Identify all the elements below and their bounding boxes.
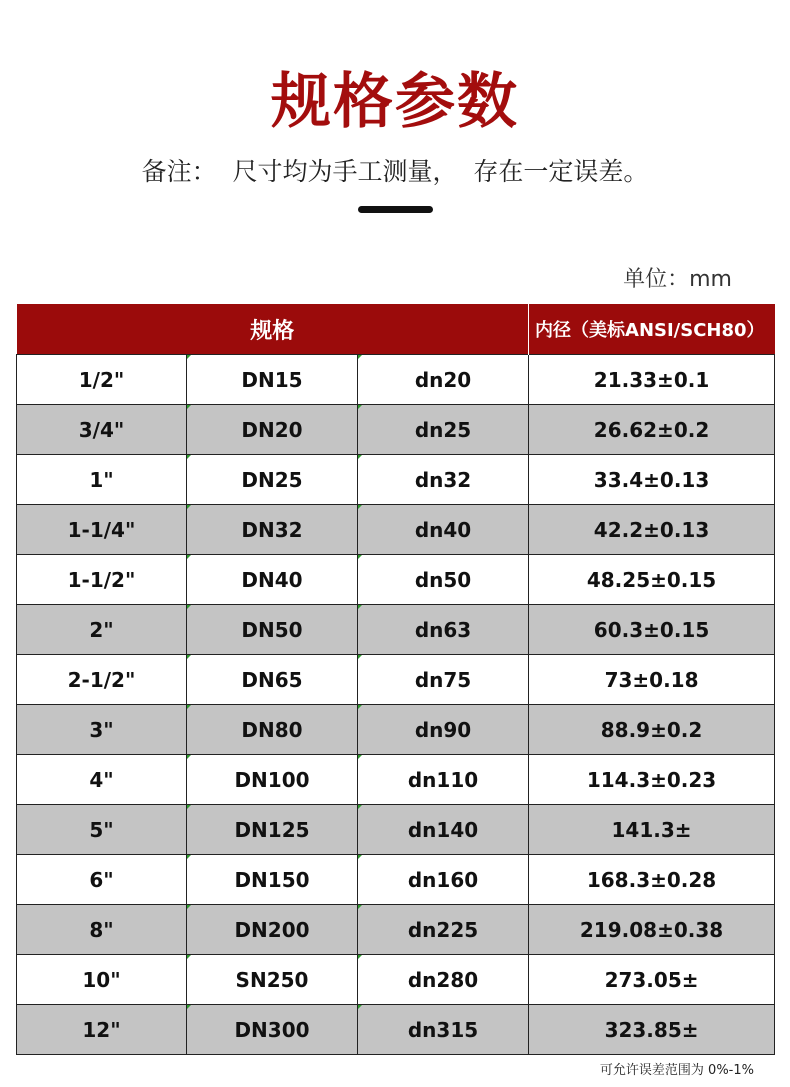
cell-dn-outer: dn110 [358, 755, 529, 805]
cell-inner-diameter: 219.08±0.38 [529, 905, 775, 955]
table-row [17, 1005, 775, 1055]
cell-inner-diameter: 168.3±0.28 [529, 855, 775, 905]
cell-size-inch: 4" [17, 755, 187, 805]
cell-size-inch: 10" [17, 955, 187, 1005]
cell-inner-diameter: 73±0.18 [529, 655, 775, 705]
cell-dn: DN200 [187, 905, 358, 955]
cell-dn: DN300 [187, 1005, 358, 1055]
table-row [17, 655, 775, 705]
cell-inner-diameter: 273.05± [529, 955, 775, 1005]
cell-size-inch: 1/2" [17, 355, 187, 405]
cell-dn-outer: dn315 [358, 1005, 529, 1055]
cell-dn-outer: dn20 [358, 355, 529, 405]
header-inner-diameter: 内径（美标ANSI/SCH80） [529, 304, 775, 355]
cell-dn: DN125 [187, 805, 358, 855]
cell-dn: DN100 [187, 755, 358, 805]
cell-dn-outer: dn140 [358, 805, 529, 855]
table-row [17, 755, 775, 805]
cell-size-inch: 1" [17, 455, 187, 505]
cell-size-inch: 6" [17, 855, 187, 905]
cell-dn: DN150 [187, 855, 358, 905]
cell-dn: DN40 [187, 555, 358, 605]
cell-dn: DN50 [187, 605, 358, 655]
cell-size-inch: 5" [17, 805, 187, 855]
tolerance-footnote: 可允许误差范围为 0%-1% [599, 1063, 754, 1078]
table-row [17, 505, 775, 555]
cell-dn: DN20 [187, 405, 358, 455]
cell-inner-diameter: 88.9±0.2 [529, 705, 775, 755]
table-row [17, 705, 775, 755]
cell-size-inch: 2-1/2" [17, 655, 187, 705]
cell-dn-outer: dn40 [358, 505, 529, 555]
cell-dn-outer: dn280 [358, 955, 529, 1005]
cell-dn: DN15 [187, 355, 358, 405]
table-body [17, 355, 775, 1055]
cell-dn: DN80 [187, 705, 358, 755]
table-row [17, 605, 775, 655]
cell-size-inch: 3" [17, 705, 187, 755]
cell-dn-outer: dn25 [358, 405, 529, 455]
table-row [17, 555, 775, 605]
cell-dn: DN65 [187, 655, 358, 705]
page-title: 规格参数 [271, 67, 519, 137]
cell-inner-diameter: 33.4±0.13 [529, 455, 775, 505]
table-row [17, 955, 775, 1005]
cell-inner-diameter: 26.62±0.2 [529, 405, 775, 455]
table-row [17, 355, 775, 405]
table-row [17, 405, 775, 455]
cell-size-inch: 1-1/4" [17, 505, 187, 555]
title-divider [358, 206, 433, 213]
table-row [17, 805, 775, 855]
cell-dn-outer: dn75 [358, 655, 529, 705]
table-row [17, 855, 775, 905]
cell-inner-diameter: 114.3±0.23 [529, 755, 775, 805]
cell-size-inch: 12" [17, 1005, 187, 1055]
cell-dn-outer: dn32 [358, 455, 529, 505]
table-header-row [17, 304, 775, 355]
cell-inner-diameter: 141.3± [529, 805, 775, 855]
cell-inner-diameter: 21.33±0.1 [529, 355, 775, 405]
header-spec: 规格 [17, 304, 529, 355]
cell-dn: SN250 [187, 955, 358, 1005]
cell-dn-outer: dn50 [358, 555, 529, 605]
cell-size-inch: 8" [17, 905, 187, 955]
cell-inner-diameter: 42.2±0.13 [529, 505, 775, 555]
cell-dn-outer: dn160 [358, 855, 529, 905]
table-row [17, 455, 775, 505]
cell-size-inch: 3/4" [17, 405, 187, 455]
unit-label: 单位：mm [623, 267, 732, 292]
cell-size-inch: 1-1/2" [17, 555, 187, 605]
cell-dn: DN32 [187, 505, 358, 555]
table-row [17, 905, 775, 955]
cell-dn-outer: dn225 [358, 905, 529, 955]
cell-dn: DN25 [187, 455, 358, 505]
cell-dn-outer: dn90 [358, 705, 529, 755]
page-subtitle-note: 备注： 尺寸均为手工测量， 存在一定误差。 [141, 157, 649, 186]
cell-inner-diameter: 323.85± [529, 1005, 775, 1055]
cell-dn-outer: dn63 [358, 605, 529, 655]
cell-size-inch: 2" [17, 605, 187, 655]
spec-table [16, 304, 775, 1055]
cell-inner-diameter: 60.3±0.15 [529, 605, 775, 655]
cell-inner-diameter: 48.25±0.15 [529, 555, 775, 605]
